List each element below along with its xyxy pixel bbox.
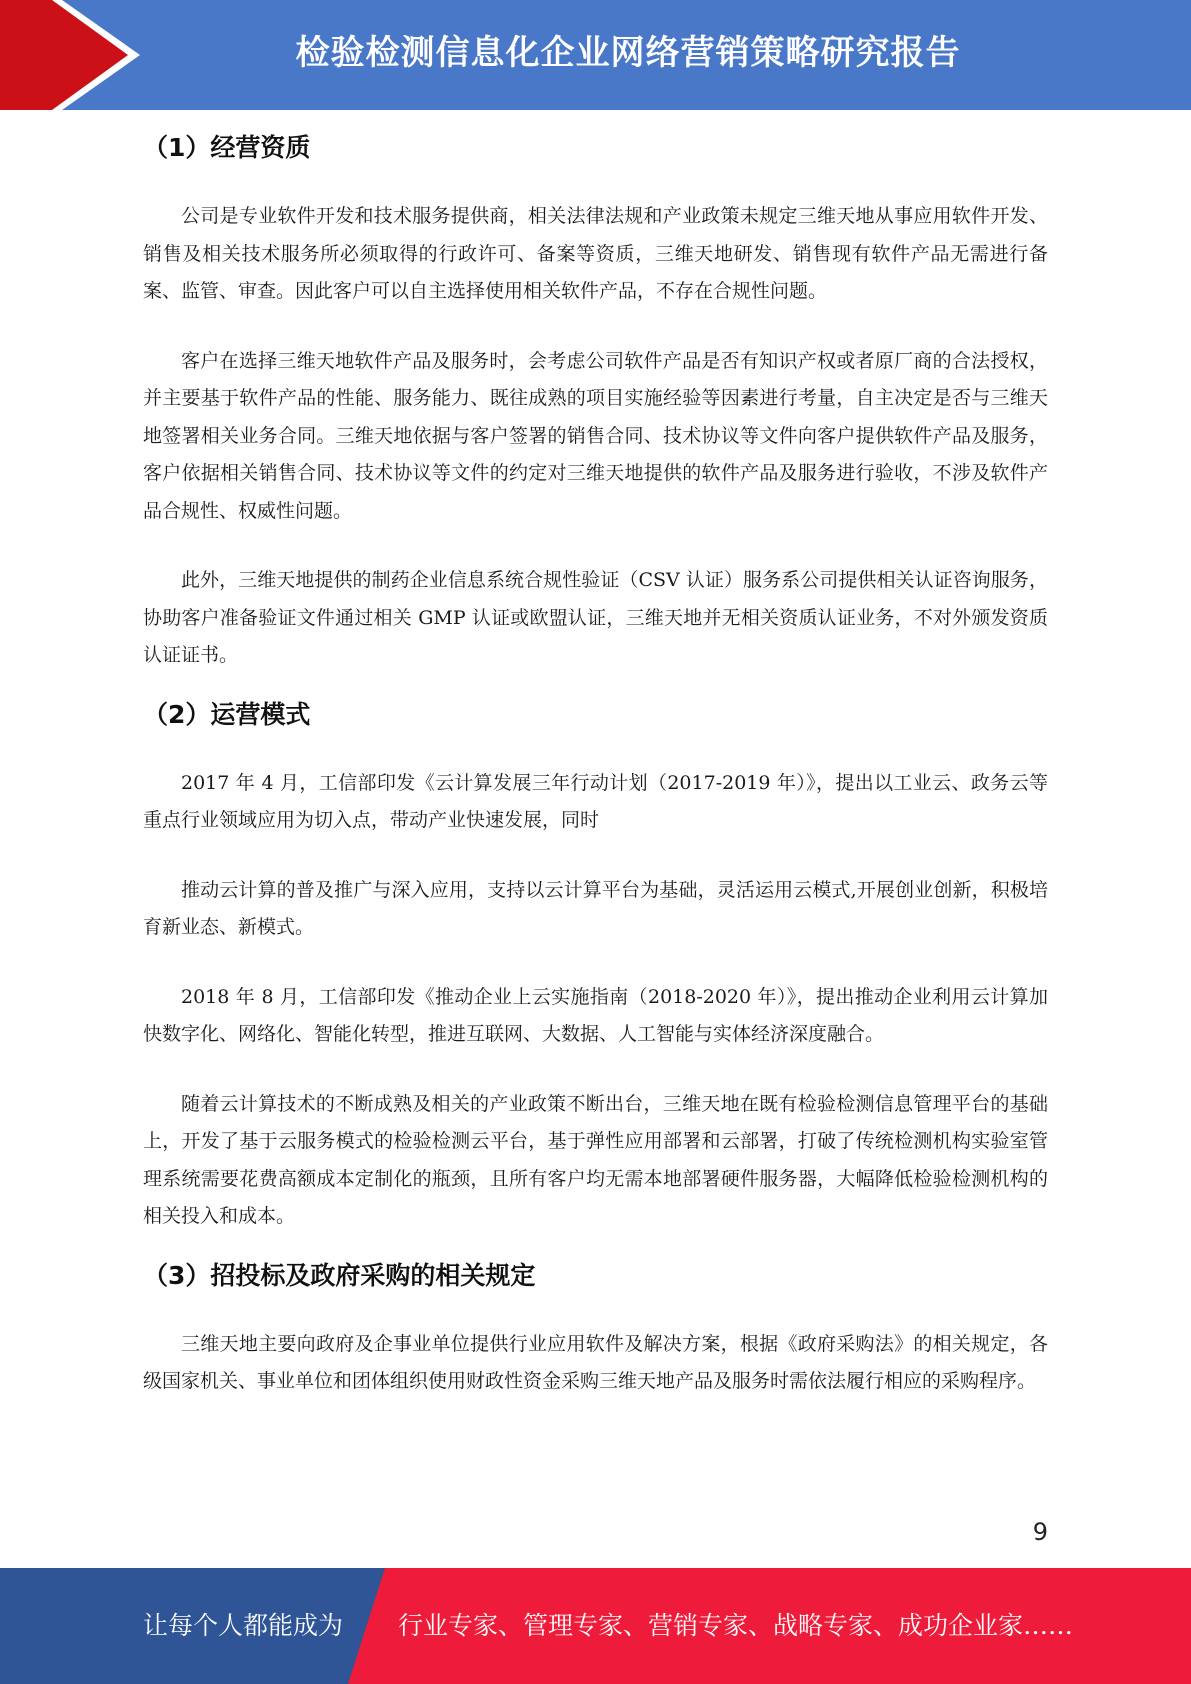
header-chevron-icon: [0, 0, 150, 110]
footer-slogan-right: 行业专家、管理专家、营销专家、战略专家、成功企业家……: [398, 1611, 1074, 1640]
paragraph: 随着云计算技术的不断成熟及相关的产业政策不断出台，三维天地在既有检验检测信息管理平台的基础上，开发了基于云服务模式的检验检测云平台，基于弹性应用部署和云部署，打破了传统检测机构实验室管理系统需要花费高额成本定制化的瓶颈，且所有客户均无需本地部署硬件服务器，大幅降低检验检测机构的相关投入和成本。: [143, 1092, 1048, 1227]
page-footer: [0, 1568, 1191, 1684]
section-heading: （1）经营资质: [143, 133, 311, 162]
page-number: 9: [1032, 1518, 1048, 1546]
document-body: [143, 128, 1048, 1401]
section-heading: （2）运营模式: [143, 699, 311, 729]
paragraph: 推动云计算的普及推广与深入应用，支持以云计算平台为基础，灵活运用云模式,开展创业创新，积极培育新业态、新模式。: [143, 878, 1048, 938]
paragraph: 客户在选择三维天地软件产品及服务时，会考虑公司软件产品是否有知识产权或者原厂商的合法授权，并主要基于软件产品的性能、服务能力、既往成熟的项目实施经验等因素进行考量，自主决定是否与三维天地签署相关业务合同。三维天地依据与客户签署的销售合同、技术协议等文件向客户提供软件产品及服务，客户依据相关销售合同、技术协议等文件的约定对三维天地提供的软件产品及服务进行验收，不涉及软件产品合规性、权威性问题。: [143, 349, 1048, 522]
paragraph: 三维天地主要向政府及企事业单位提供行业应用软件及解决方案，根据《政府采购法》的相关规定，各级国家机关、事业单位和团体组织使用财政性资金采购三维天地产品及服务时需依法履行相应的采购程序。: [143, 1332, 1048, 1392]
document-title: 检验检测信息化企业网络营销策略研究报告: [295, 33, 961, 73]
paragraph: 公司是专业软件开发和技术服务提供商，相关法律法规和产业政策未规定三维天地从事应用软件开发、销售及相关技术服务所必须取得的行政许可、备案等资质，三维天地研发、销售现有软件产品无需进行备案、监管、审查。因此客户可以自主选择使用相关软件产品，不存在合规性问题。: [143, 205, 1048, 302]
page-header: [0, 0, 1191, 110]
footer-slogan-left: 让每个人都能成为: [143, 1611, 344, 1640]
paragraph: 此外，三维天地提供的制药企业信息系统合规性验证（CSV 认证）服务系公司提供相关认证咨询服务，协助客户准备验证文件通过相关 GMP 认证或欧盟认证，三维天地并无相关资质认证业务，不对外颁发资质认证证书。: [143, 569, 1048, 666]
paragraph: 2017 年 4 月，工信部印发《云计算发展三年行动计划（2017-2019 年）》，提出以工业云、政务云等重点行业领域应用为切入点，带动产业快速发展，同时: [143, 771, 1048, 831]
section-heading: （3）招投标及政府采购的相关规定: [143, 1260, 536, 1290]
paragraph: 2018 年 8 月，工信部印发《推动企业上云实施指南（2018-2020 年）》，提出推动企业利用云计算加快数字化、网络化、智能化转型，推进互联网、大数据、人工智能与实体经济深度融合。: [143, 985, 1048, 1045]
